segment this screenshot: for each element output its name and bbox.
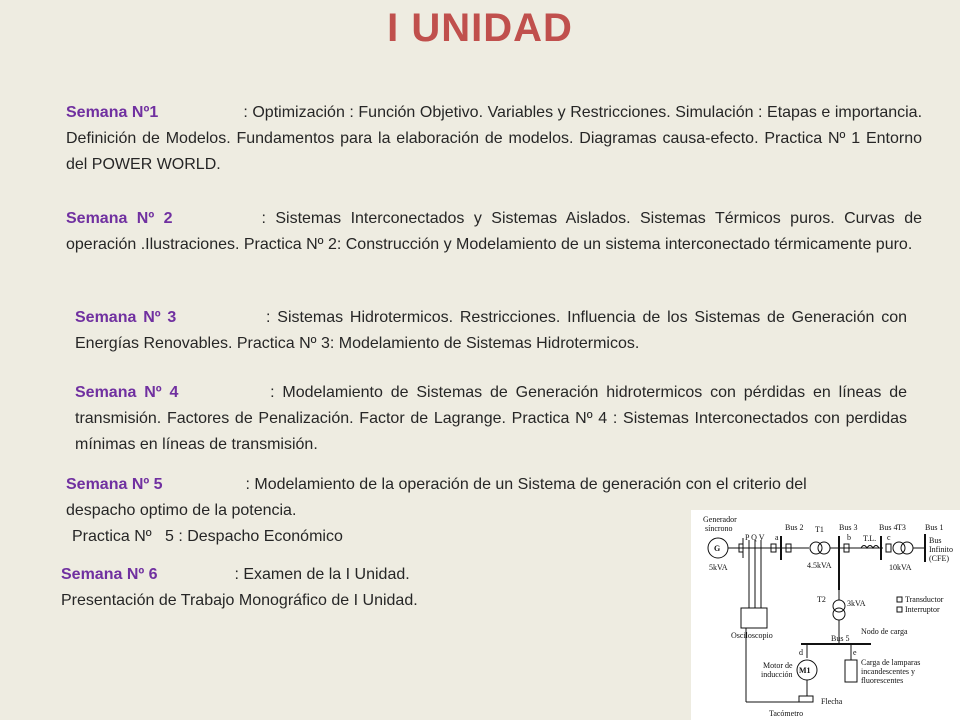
motor-label-1: Motor de xyxy=(763,661,793,670)
week-2-text: : Sistemas Interconectados y Sistemas Aislados. Sistemas Térmicos puros. Curvas de operación .Ilustraciones. Practica Nº 2: Construcción y Modelamiento de un sistema interconectado térmicamente puro. xyxy=(66,210,923,253)
infinite-bus-1: Bus xyxy=(929,536,942,545)
node-e: e xyxy=(853,648,857,657)
lamps-label-3: fluorescentes xyxy=(861,676,904,685)
meter-labels: P Q V xyxy=(745,533,765,542)
week-2-label: Semana Nº 2 xyxy=(66,210,173,227)
t1-rating: 4.5kVA xyxy=(807,561,832,570)
generator-label-2: síncrono xyxy=(705,524,733,533)
power-system-diagram xyxy=(691,510,960,720)
week-4-label: Semana Nº 4 xyxy=(75,384,179,401)
generator-symbol: G xyxy=(714,544,721,553)
shaft-label: Flecha xyxy=(821,697,843,706)
t3-label: T3 xyxy=(897,523,906,532)
week-4-text: : Modelamiento de Sistemas de Generación hidrotermicos con pérdidas en líneas de transmisión. Factores de Penalización. Factor de Lagrange. Practica Nº 4 : Sistemas Interconectados con perdidas mínimas en líneas de transmisión. xyxy=(75,384,907,453)
week-4 xyxy=(75,380,907,458)
week-6-label: Semana Nº 6 xyxy=(61,566,158,583)
infinite-bus-2: Infinito xyxy=(929,545,953,554)
bus-4-label: Bus 4 xyxy=(879,523,898,532)
node-d: d xyxy=(799,648,803,657)
week-1-label: Semana Nº1 xyxy=(66,104,159,121)
motor-label-2: inducción xyxy=(761,670,793,679)
week-1 xyxy=(66,100,922,178)
lamps-label-1: Carga de lamparas xyxy=(861,658,921,667)
week-5-label: Semana Nº 5 xyxy=(66,476,163,493)
week-3-label: Semana Nº 3 xyxy=(75,309,177,326)
t2-label: T2 xyxy=(817,595,826,604)
infinite-bus-3: (CFE) xyxy=(929,554,949,563)
node-c: c xyxy=(887,533,891,542)
week-2 xyxy=(66,206,922,258)
week-6 xyxy=(61,562,681,614)
bus-1-label: Bus 1 xyxy=(925,523,944,532)
bus-3-label: Bus 3 xyxy=(839,523,858,532)
week-3-text: : Sistemas Hidrotermicos. Restricciones. Influencia de los Sistemas de Generación con Energías Renovables. Practica Nº 3: Modelamiento de Sistemas Hidrotermicos. xyxy=(75,309,908,352)
week-3 xyxy=(75,305,907,357)
line-label: T.L. xyxy=(863,534,877,543)
week-6-extra: Presentación de Trabajo Monográfico de I Unidad. xyxy=(61,592,418,609)
week-5-practice: Practica Nº 5 : Despacho Económico xyxy=(72,528,343,545)
diagram-svg xyxy=(691,510,960,720)
generator-rating: 5kVA xyxy=(709,563,728,572)
legend-transducer: Transductor xyxy=(905,595,944,604)
motor-symbol: M1 xyxy=(799,666,811,675)
t1-label: T1 xyxy=(815,525,824,534)
tachometer-label: Tacómetro xyxy=(769,709,804,718)
t2-rating: 3kVA xyxy=(847,599,866,608)
page-title: I UNIDAD xyxy=(387,6,573,50)
week-1-text: : Optimización : Función Objetivo. Variables y Restricciones. Simulación : Etapas e importancia. Definición de Modelos. Fundamentos para la elaboración de modelos. Diagramas causa-efecto. Practica Nº 1 Entorno del POWER WORLD. xyxy=(66,104,923,173)
legend-switch: Interruptor xyxy=(905,605,940,614)
node-a: a xyxy=(775,533,779,542)
t3-rating: 10kVA xyxy=(889,563,912,572)
load-node-label: Nodo de carga xyxy=(861,627,908,636)
bus-2-label: Bus 2 xyxy=(785,523,804,532)
bus-5-label: Bus 5 xyxy=(831,634,850,643)
week-6-text: : Examen de la I Unidad. xyxy=(234,566,410,583)
generator-label-1: Generador xyxy=(703,515,737,524)
week-5-text: : Modelamiento de la operación de un Sistema de generación con el criterio del despacho optimo de la potencia. xyxy=(66,476,807,519)
oscilloscope-label: Osciloscopio xyxy=(731,631,773,640)
node-b: b xyxy=(847,533,851,542)
lamps-label-2: incandescentes y xyxy=(861,667,915,676)
